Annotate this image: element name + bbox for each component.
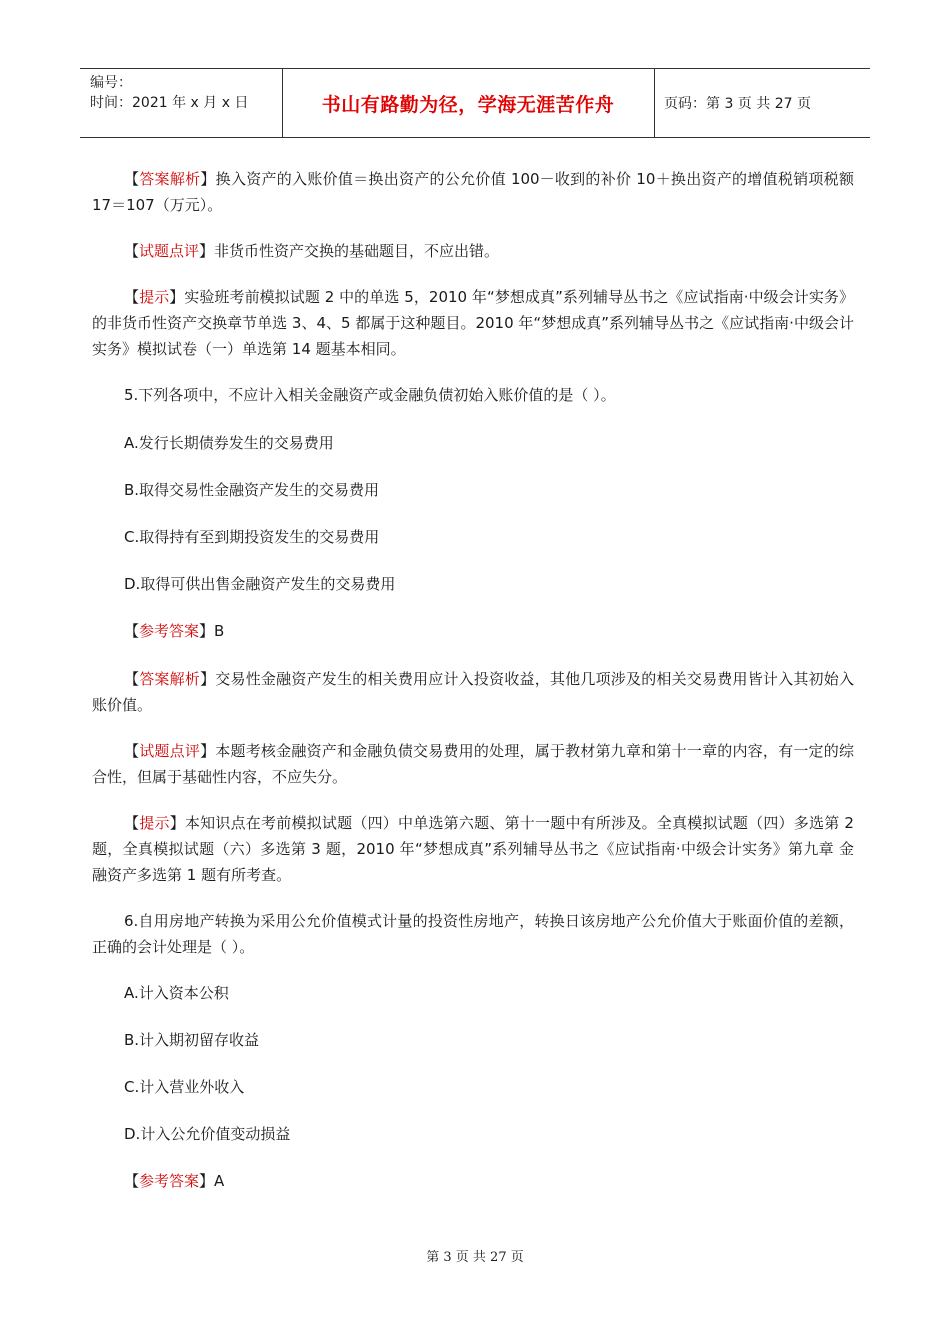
question-6-option-a: A.计入资本公积 <box>124 984 229 1002</box>
page-footer: 第 3 页 共 27 页 <box>426 1250 524 1265</box>
review-paragraph <box>92 238 854 264</box>
hint-text: 本知识点在考前模拟试题（四）中单选第六题、第十一题中有所涉及。全真模拟试题（四）多选第 2 题，全真模拟试题（六）多选第 3 题，2010 年“梦想成真”系列辅导丛书之《应试指南·中级会计实务》第九章 金融资产多选第 1 题有所考查。 <box>92 814 854 884</box>
tag-bracket: 【 <box>124 242 140 260</box>
answer-value: B <box>214 622 225 640</box>
tag-bracket: 】 <box>169 814 185 832</box>
answer-tag: 参考答案 <box>139 622 200 640</box>
question-6-option-b: B.计入期初留存收益 <box>124 1031 260 1049</box>
tag-bracket: 】 <box>200 742 216 760</box>
question-5-option-d: D.取得可供出售金融资产发生的交易费用 <box>124 575 396 593</box>
answer-value: A <box>214 1172 225 1190</box>
tag-bracket: 【 <box>124 288 140 306</box>
header-divider <box>654 69 655 137</box>
question-6-option-d: D.计入公允价值变动损益 <box>124 1125 291 1143</box>
number-label: 编号： <box>90 75 132 91</box>
question-6-answer <box>92 1168 854 1194</box>
tag-bracket: 】 <box>169 288 185 306</box>
analysis-tag: 答案解析 <box>139 670 201 688</box>
answer-analysis-paragraph <box>92 166 854 218</box>
tag-bracket: 【 <box>124 742 140 760</box>
tag-bracket: 【 <box>124 622 140 640</box>
tag-bracket: 】 <box>199 242 215 260</box>
question-5-analysis <box>92 666 854 718</box>
hint-paragraph <box>92 284 854 362</box>
analysis-text: 换入资产的入账价值＝换出资产的公允价值 100－收到的补价 10＋换出资产的增值税销项税额 17＝107（万元）。 <box>92 170 854 214</box>
review-tag: 试题点评 <box>139 742 201 760</box>
hint-tag: 提示 <box>139 814 170 832</box>
time-label: 时间：2021 年 x 月 x 日 <box>90 95 249 111</box>
header-page-label: 页码：第 3 页 共 27 页 <box>664 96 811 112</box>
header-motto: 书山有路勤为径，学海无涯苦作舟 <box>321 93 615 116</box>
review-text: 非货币性资产交换的基础题目，不应出错。 <box>214 242 500 260</box>
question-5-answer <box>92 618 854 644</box>
review-tag: 试题点评 <box>139 242 200 260</box>
header-meta <box>90 73 248 113</box>
answer-tag: 参考答案 <box>139 1172 200 1190</box>
question-5-option-a: A.发行长期债券发生的交易费用 <box>124 434 334 452</box>
tag-bracket: 【 <box>124 170 140 188</box>
tag-bracket: 【 <box>124 814 140 832</box>
review-text: 本题考核金融资产和金融负债交易费用的处理，属于教材第九章和第十一章的内容，有一定的综合性，但属于基础性内容，不应失分。 <box>92 742 854 786</box>
tag-bracket: 【 <box>124 670 140 688</box>
document-header <box>80 68 870 138</box>
question-5-hint <box>92 810 854 888</box>
question-5-review <box>92 738 854 790</box>
tag-bracket: 】 <box>200 670 216 688</box>
question-5: 5.下列各项中，不应计入相关金融资产或金融负债初始入账价值的是（ ）。 <box>124 386 616 404</box>
hint-tag: 提示 <box>139 288 170 306</box>
tag-bracket: 】 <box>199 622 215 640</box>
question-5-option-b: B.取得交易性金融资产发生的交易费用 <box>124 481 380 499</box>
question-5-option-c: C.取得持有至到期投资发生的交易费用 <box>124 528 380 546</box>
hint-text: 实验班考前模拟试题 2 中的单选 5，2010 年“梦想成真”系列辅导丛书之《应试指南·中级会计实务》的非货币性资产交换章节单选 3、4、5 都属于这种题目。2010 年“梦想成真”系列辅导丛书之《应试指南·中级会计实务》模拟试卷（一）单选第 14 题基本相同。 <box>92 288 854 358</box>
question-6: 6.自用房地产转换为采用公允价值模式计量的投资性房地产，转换日该房地产公允价值大于账面价值的差额，正确的会计处理是（ ）。 <box>92 912 854 956</box>
analysis-text: 交易性金融资产发生的相关费用应计入投资收益，其他几项涉及的相关交易费用皆计入其初始入账价值。 <box>92 670 854 714</box>
tag-bracket: 】 <box>199 1172 215 1190</box>
question-6-option-c: C.计入营业外收入 <box>124 1078 245 1096</box>
tag-bracket: 】 <box>200 170 216 188</box>
tag-bracket: 【 <box>124 1172 140 1190</box>
analysis-tag: 答案解析 <box>139 170 201 188</box>
